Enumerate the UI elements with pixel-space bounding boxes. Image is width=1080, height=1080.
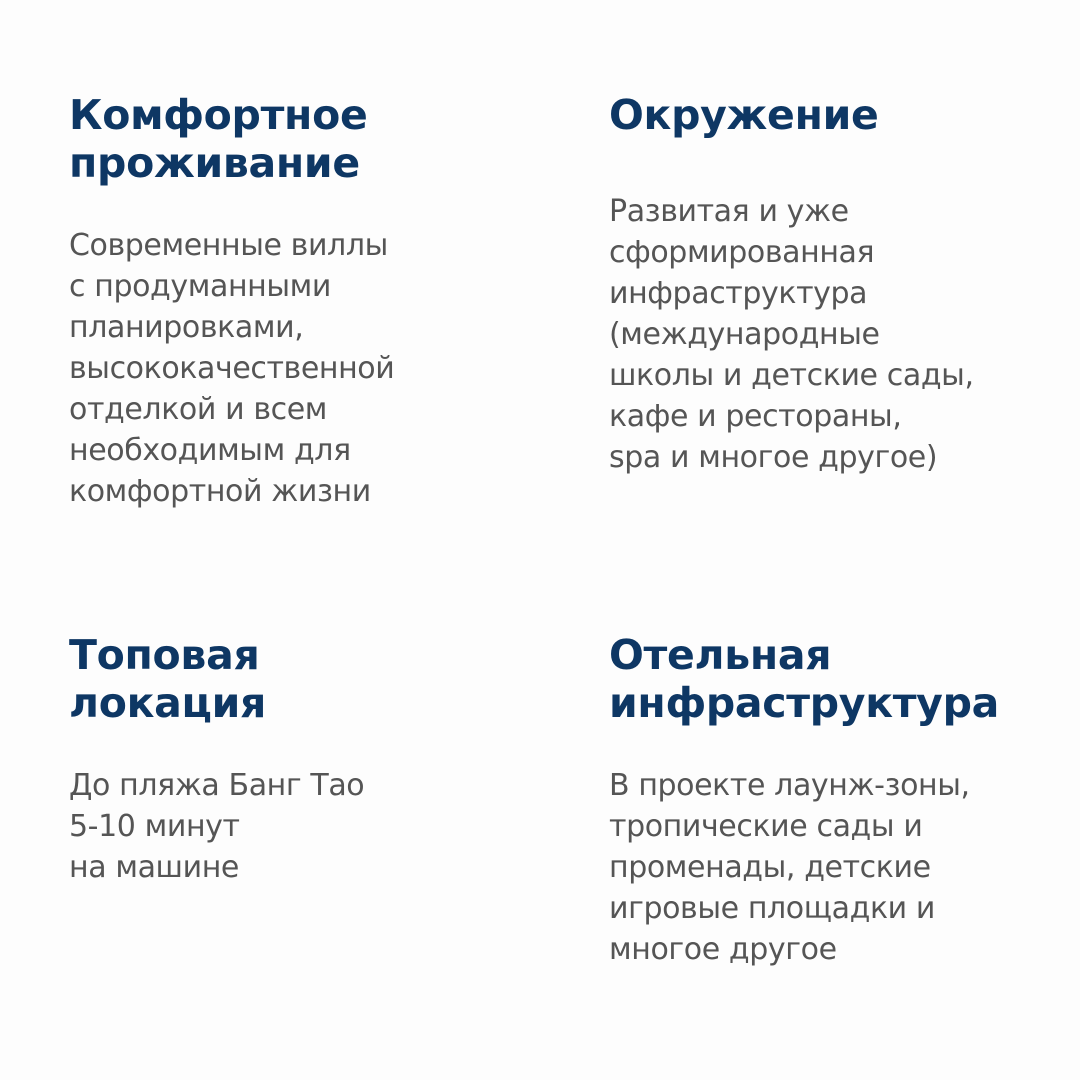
feature-title: Топовая локация (69, 631, 267, 727)
feature-surroundings (609, 91, 974, 478)
feature-top-location (69, 631, 364, 888)
feature-description: Современные виллы с продуманными планировками, высококачественной отделкой и всем необходимым для комфортной жизни (69, 228, 395, 509)
feature-description: В проекте лаунж-зоны, тропические сады и променады, детские игровые площадки и многое другое (609, 768, 970, 967)
feature-title: Отельная инфраструктура (609, 631, 1000, 727)
feature-description: До пляжа Банг Тао 5-10 минут на машине (69, 768, 365, 885)
feature-hotel-infrastructure (609, 631, 999, 970)
feature-title: Окружение (609, 91, 879, 139)
feature-title: Комфортное проживание (69, 91, 368, 187)
feature-comfortable-living (69, 91, 394, 512)
feature-description: Развитая и уже сформированная инфраструктура (международные школы и детские сады, кафе и рестораны, spa и многое другое) (609, 194, 974, 475)
